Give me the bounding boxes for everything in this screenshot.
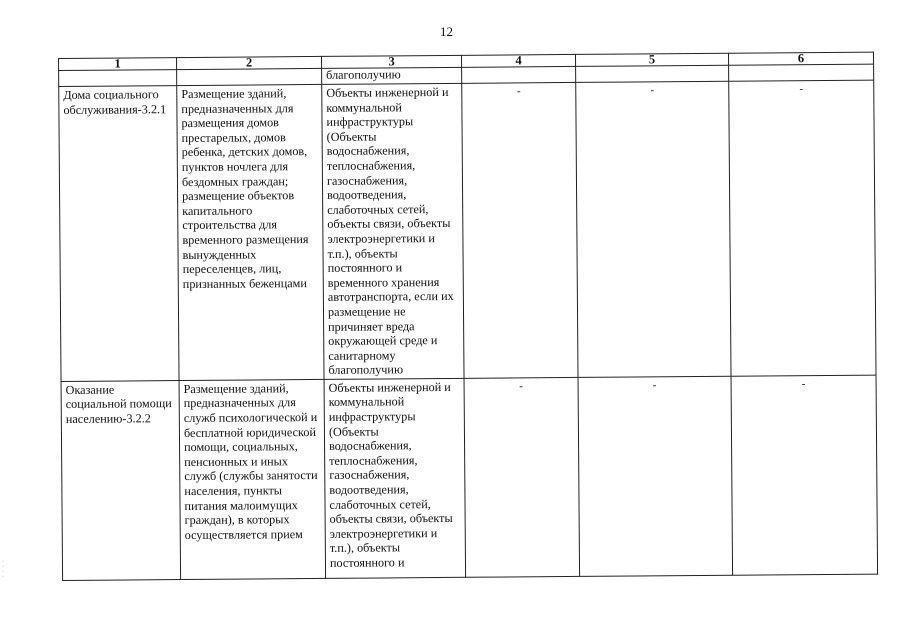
- column-6-cell: [731, 375, 878, 575]
- auxiliary-use-cell: Объекты инженерной и коммунальной инфраструктуры (Объекты водоснабжения, теплоснабжения, газоснабжения, водоотведения, слаботочных сетей, объекты связи, объекты электроэнергетики и т.п.), объекты постоянного и временного хранения автотранспорта, если их размещение не причиняет вреда окружающей среде и санитарному благополучию: [322, 83, 464, 379]
- column-header-1: 1: [59, 58, 177, 71]
- column-header-3: 3: [321, 55, 461, 68]
- continuation-cell-1: [59, 70, 177, 87]
- land-use-table: [58, 52, 878, 581]
- continuation-cell-4: [462, 66, 576, 83]
- column-header-4: 4: [461, 54, 575, 67]
- auxiliary-use-cell: Объекты инженерной и коммунальной инфраструктуры (Объекты водоснабжения, теплоснабжения, газоснабжения, водоотведения, слаботочных сетей, объекты связи, объекты электроэнергетики и т.п.), объекты постоянного и: [324, 378, 466, 578]
- land-use-name-cell: Оказание социальной помощи населению-3.2.2: [61, 380, 181, 580]
- column-header-2: 2: [177, 56, 322, 69]
- page-number: 12: [440, 24, 453, 39]
- land-use-description-cell: Размещение зданий, предназначенных для служб психологической и бесплатной юридической помощи, социальных, пенсионных и иных служб (службы занятости населения, пункты питания малоимущих граждан), в которых осуществляется прием: [179, 379, 326, 579]
- dash-mark: -: [519, 380, 523, 393]
- continuation-cell-3: благополучию: [322, 67, 462, 84]
- column-4-cell: [464, 377, 580, 577]
- column-4-cell: [462, 82, 578, 378]
- land-use-name-cell: Дома социального обслуживания-3.2.1: [59, 86, 179, 382]
- continuation-cell-2: [177, 68, 322, 85]
- dash-mark: -: [516, 85, 521, 98]
- continuation-cell-6: [729, 64, 874, 81]
- dash-mark: -: [801, 378, 806, 391]
- land-use-description-cell: Размещение зданий, предназначенных для размещения домов престарелых, домов ребенка, детских домов, пунктов ночлега для бездомных граждан; размещение объектов капитального строительства для временного размещения вынужденных переселенцев, лиц, признанных беженцами: [177, 84, 324, 380]
- column-6-cell: [729, 80, 876, 376]
- continuation-cell-5: [576, 65, 729, 82]
- dash-mark: -: [650, 84, 655, 97]
- scan-artifact: · · · ·: [2, 559, 4, 580]
- table-row: [59, 80, 876, 381]
- dash-mark: -: [799, 83, 804, 96]
- column-5-cell: [578, 376, 733, 576]
- dash-mark: -: [652, 379, 657, 392]
- column-header-6: 6: [728, 52, 873, 65]
- column-header-5: 5: [575, 53, 728, 66]
- table-row: [61, 375, 878, 580]
- column-5-cell: [576, 81, 731, 377]
